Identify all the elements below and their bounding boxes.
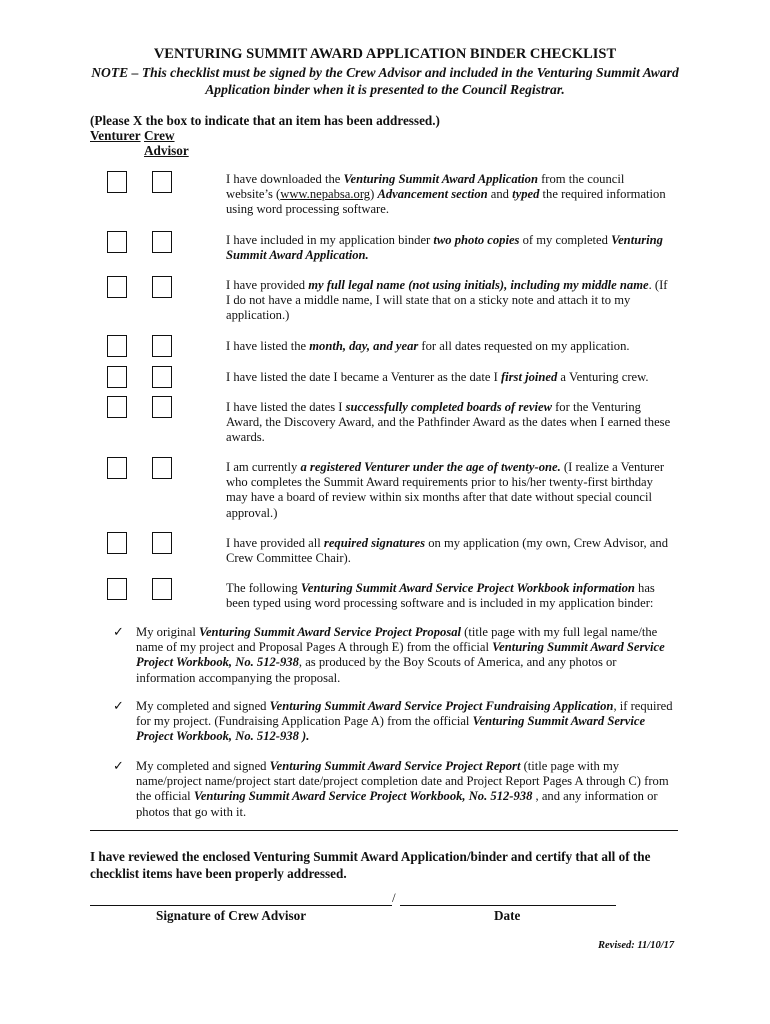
venturer-checkbox-8[interactable]	[107, 532, 127, 554]
checklist-item-5: I have listed the date I became a Venturer as the date I first joined a Venturing crew.	[226, 370, 649, 384]
advisor-column-header: Advisor	[144, 143, 189, 158]
signature-note: NOTE – This checklist must be signed by the Crew Advisor and included in the Venturing Summit Award Application binder when it is presented to the Council Registrar.	[91, 65, 679, 97]
crew-column-header: Crew	[144, 128, 175, 143]
venturer-checkbox-6[interactable]	[107, 396, 127, 418]
workbook-subitem-3: My completed and signed Venturing Summit Award Service Project Report (title page with my name/project name/project start date/project completion date and Project Report Pages A through C) from the official Venturing Summit Award Service Project Workbook, No. 512-938 , and any information or photos that go with it.	[136, 759, 669, 819]
signature-separator: /	[392, 890, 396, 905]
venturer-checkbox-2[interactable]	[107, 231, 127, 253]
document-title: VENTURING SUMMIT AWARD APPLICATION BINDER CHECKLIST	[153, 46, 617, 62]
workbook-subitem-2: My completed and signed Venturing Summit Award Service Project Fundraising Application, if required for my project. (Fundraising Application Page A) from the official Venturing Summit Award Service Project Workbook, No. 512-938 ).	[136, 699, 673, 744]
instruction-text: (Please X the box to indicate that an item has been addressed.)	[90, 113, 440, 128]
crew-advisor-signature-label: Signature of Crew Advisor	[156, 908, 307, 923]
workbook-subitem-1: My original Venturing Summit Award Service Project Proposal (title page with my full legal name/the name of my project and Proposal Pages A through E) from the official Venturing Summit Award Service Project Workbook, No. 512-938, as produced by the Boy Scouts of America, and any photos or information accompanying the proposal.	[136, 625, 665, 685]
advisor-checkbox-8[interactable]	[152, 532, 172, 554]
advisor-checkbox-5[interactable]	[152, 366, 172, 388]
advisor-checkbox-3[interactable]	[152, 276, 172, 298]
advisor-signature-line[interactable]	[90, 905, 392, 906]
checklist-item-4: I have listed the month, day, and year for all dates requested on my application.	[226, 339, 630, 353]
advisor-checkbox-4[interactable]	[152, 335, 172, 357]
checkmark-icon: ✓	[113, 758, 124, 773]
advisor-checkbox-6[interactable]	[152, 396, 172, 418]
checklist-item-9: The following Venturing Summit Award Service Project Workbook information has been typed using word processing software and is included in my application binder:	[226, 581, 655, 611]
advisor-checkbox-9[interactable]	[152, 578, 172, 600]
advisor-checkbox-7[interactable]	[152, 457, 172, 479]
checklist-item-3: I have provided my full legal name (not using initials), including my middle name. (If I do not have a middle name, I will state that on a sticky note and attach it to my application.)	[226, 278, 668, 323]
checkmark-icon: ✓	[113, 624, 124, 639]
date-label: Date	[494, 908, 521, 923]
checklist-item-7: I am currently a registered Venturer under the age of twenty-one. (I realize a Venturer who completes the Summit Award requirements prior to his/her twenty-first birthday may have a board of review within six months after that date without special council approval.)	[226, 460, 665, 520]
checklist-item-2: I have included in my application binder two photo copies of my completed Venturing Summit Award Application.	[226, 233, 663, 263]
checklist-item-1: I have downloaded the Venturing Summit Award Application from the council website’s (www.nepabsa.org) Advancement section and typed the required information using word processing software.	[226, 172, 666, 217]
checklist-item-8: I have provided all required signatures on my application (my own, Crew Advisor, and Crew Committee Chair).	[226, 536, 668, 566]
date-signature-line[interactable]	[400, 905, 616, 906]
checkmark-icon: ✓	[113, 698, 124, 713]
revision-date: Revised: 11/10/17	[598, 940, 675, 951]
venturer-checkbox-5[interactable]	[107, 366, 127, 388]
advisor-checkbox-2[interactable]	[152, 231, 172, 253]
venturer-checkbox-3[interactable]	[107, 276, 127, 298]
venturer-column-header: Venturer	[90, 128, 141, 143]
venturer-checkbox-1[interactable]	[107, 171, 127, 193]
venturer-checkbox-7[interactable]	[107, 457, 127, 479]
checklist-item-6: I have listed the dates I successfully completed boards of review for the Venturing Award, the Discovery Award, and the Pathfinder Award as the dates when I earned these awards.	[226, 400, 671, 445]
advisor-checkbox-1[interactable]	[152, 171, 172, 193]
certification-statement: I have reviewed the enclosed Venturing Summit Award Application/binder and certify that all of the checklist items have been properly addressed.	[90, 849, 651, 881]
venturer-checkbox-4[interactable]	[107, 335, 127, 357]
venturer-checkbox-9[interactable]	[107, 578, 127, 600]
section-divider	[90, 830, 678, 831]
